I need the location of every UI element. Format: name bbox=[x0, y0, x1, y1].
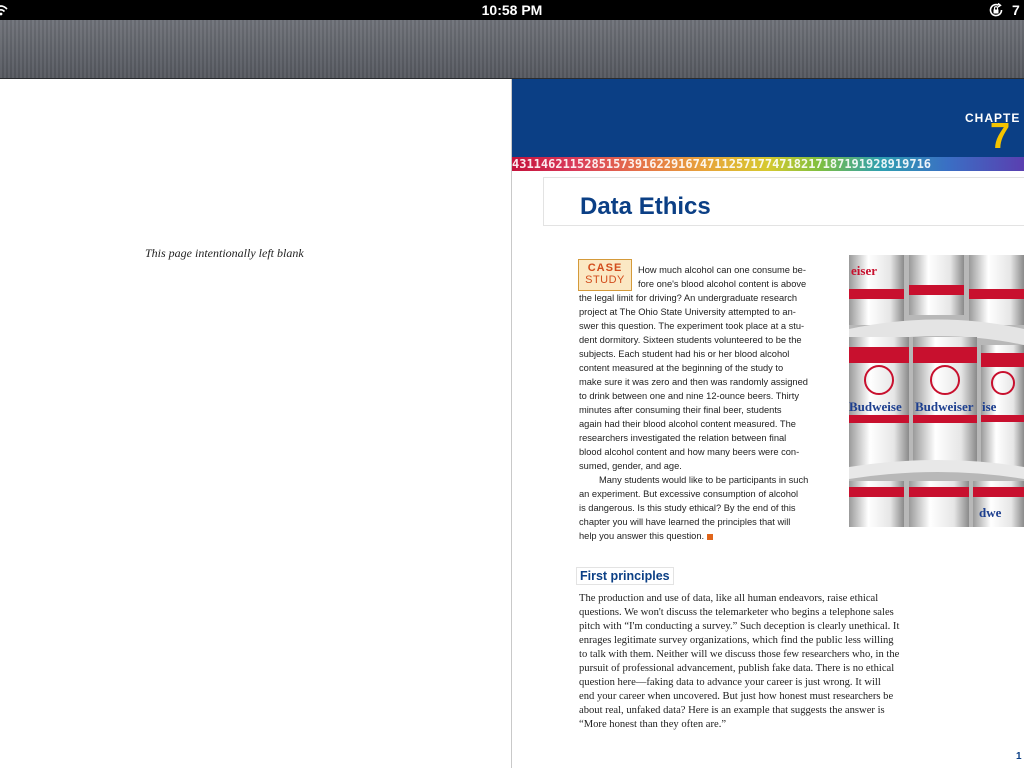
case-study-line: an experiment. But excessive consumption of alcohol bbox=[579, 489, 799, 499]
body-line: question here—faking data to advance your career is just wrong. It will bbox=[579, 677, 881, 688]
digit-strip: 4311462115285157391622916747112571774718217187191928919716 bbox=[512, 157, 1024, 171]
end-marker-icon bbox=[707, 534, 713, 540]
case-study-line: researchers investigated the relation between final bbox=[579, 433, 787, 443]
case-study-line: chapter you will have learned the principles that will bbox=[579, 517, 791, 527]
section-heading: First principles bbox=[576, 567, 674, 585]
can-label-top: eiser bbox=[851, 263, 877, 278]
case-study-line: blood alcohol content and how many beers were con- bbox=[579, 447, 800, 457]
right-page[interactable] bbox=[512, 79, 1024, 768]
case-study-line: fore one's blood alcohol content is above bbox=[638, 279, 807, 289]
chapter-label: CHAPTE bbox=[965, 111, 1021, 125]
case-study-line: Many students would like to be participants in such bbox=[599, 475, 809, 485]
case-study-line: again had their blood alcohol content measured. The bbox=[579, 419, 796, 429]
title-box bbox=[543, 177, 1024, 226]
case-study-line: sumed, gender, and age. bbox=[579, 461, 682, 471]
beer-cans-photo bbox=[849, 255, 1024, 527]
body-line: end your career when uncovered. But just how honest must researchers be bbox=[579, 691, 894, 702]
case-study-badge bbox=[578, 259, 632, 291]
body-line: The production and use of data, like all human endeavors, raise ethical bbox=[579, 593, 879, 604]
left-page[interactable] bbox=[0, 79, 511, 768]
case-study-line: project at The Ohio State University attempted to an- bbox=[579, 307, 796, 317]
body-line: “More honest than they often are.” bbox=[579, 719, 727, 730]
case-badge-line1: CASE bbox=[587, 262, 623, 274]
case-study-line: swer this question. The experiment took place at a stu- bbox=[579, 321, 805, 331]
case-study-line: make sure it was zero and then was randomly assigned bbox=[579, 377, 808, 387]
can-label-center: Budweiser bbox=[915, 399, 974, 414]
body-line: pursuit of professional advancement, publish fake data. There is no ethical bbox=[579, 663, 895, 674]
case-study-line: How much alcohol can one consume be- bbox=[638, 265, 806, 275]
chapter-banner bbox=[512, 79, 1024, 157]
body-line: enrages legitimate survey organizations, which find the public less willing bbox=[579, 635, 894, 646]
body-line: to talk with them. Neither will we discuss those few researchers who, in the bbox=[579, 649, 900, 660]
rotation-lock-icon bbox=[988, 2, 1004, 18]
case-study-line: the legal limit for driving? An undergraduate research bbox=[579, 293, 798, 303]
status-bar bbox=[0, 0, 1024, 20]
case-study-line: to drink between one and nine 12-ounce beers. Thirty bbox=[579, 391, 799, 401]
case-study-line: is dangerous. Is this study ethical? By the end of this bbox=[579, 503, 796, 513]
battery-percent: 7 bbox=[1012, 2, 1020, 18]
body-line: about real, unfaked data? Here is an example that suggests the answer is bbox=[579, 705, 885, 716]
blank-page-note: This page intentionally left blank bbox=[145, 246, 304, 260]
chapter-title: Data Ethics bbox=[580, 193, 711, 220]
beer-cans-illustration bbox=[849, 255, 1024, 527]
case-badge-line2: STUDY bbox=[585, 274, 625, 286]
case-study-line: content measured at the beginning of the study to bbox=[579, 363, 784, 373]
can-label-right: ise bbox=[982, 399, 997, 414]
case-study-line: dent dormitory. Sixteen students volunteered to be the bbox=[579, 335, 802, 345]
case-study-line: help you answer this question. bbox=[579, 531, 713, 541]
reader-toolbar[interactable] bbox=[0, 20, 1024, 79]
can-label-left: Budweise bbox=[849, 399, 902, 414]
body-line: questions. We won't discuss the telemarketer who begins a telephone sales bbox=[579, 607, 894, 618]
case-study-line: minutes after consuming their final beer, students bbox=[579, 405, 782, 415]
can-label-bottom: dwe bbox=[979, 505, 1002, 520]
case-study-line: subjects. Each student had his or her blood alcohol bbox=[579, 349, 790, 359]
page-number: 1 bbox=[1016, 751, 1022, 762]
status-time: 10:58 PM bbox=[481, 2, 543, 18]
body-line: pitch with “I'm conducting a survey.” Such deception is clearly unethical. It bbox=[579, 621, 900, 632]
chapter-number: 7 bbox=[990, 115, 1011, 156]
